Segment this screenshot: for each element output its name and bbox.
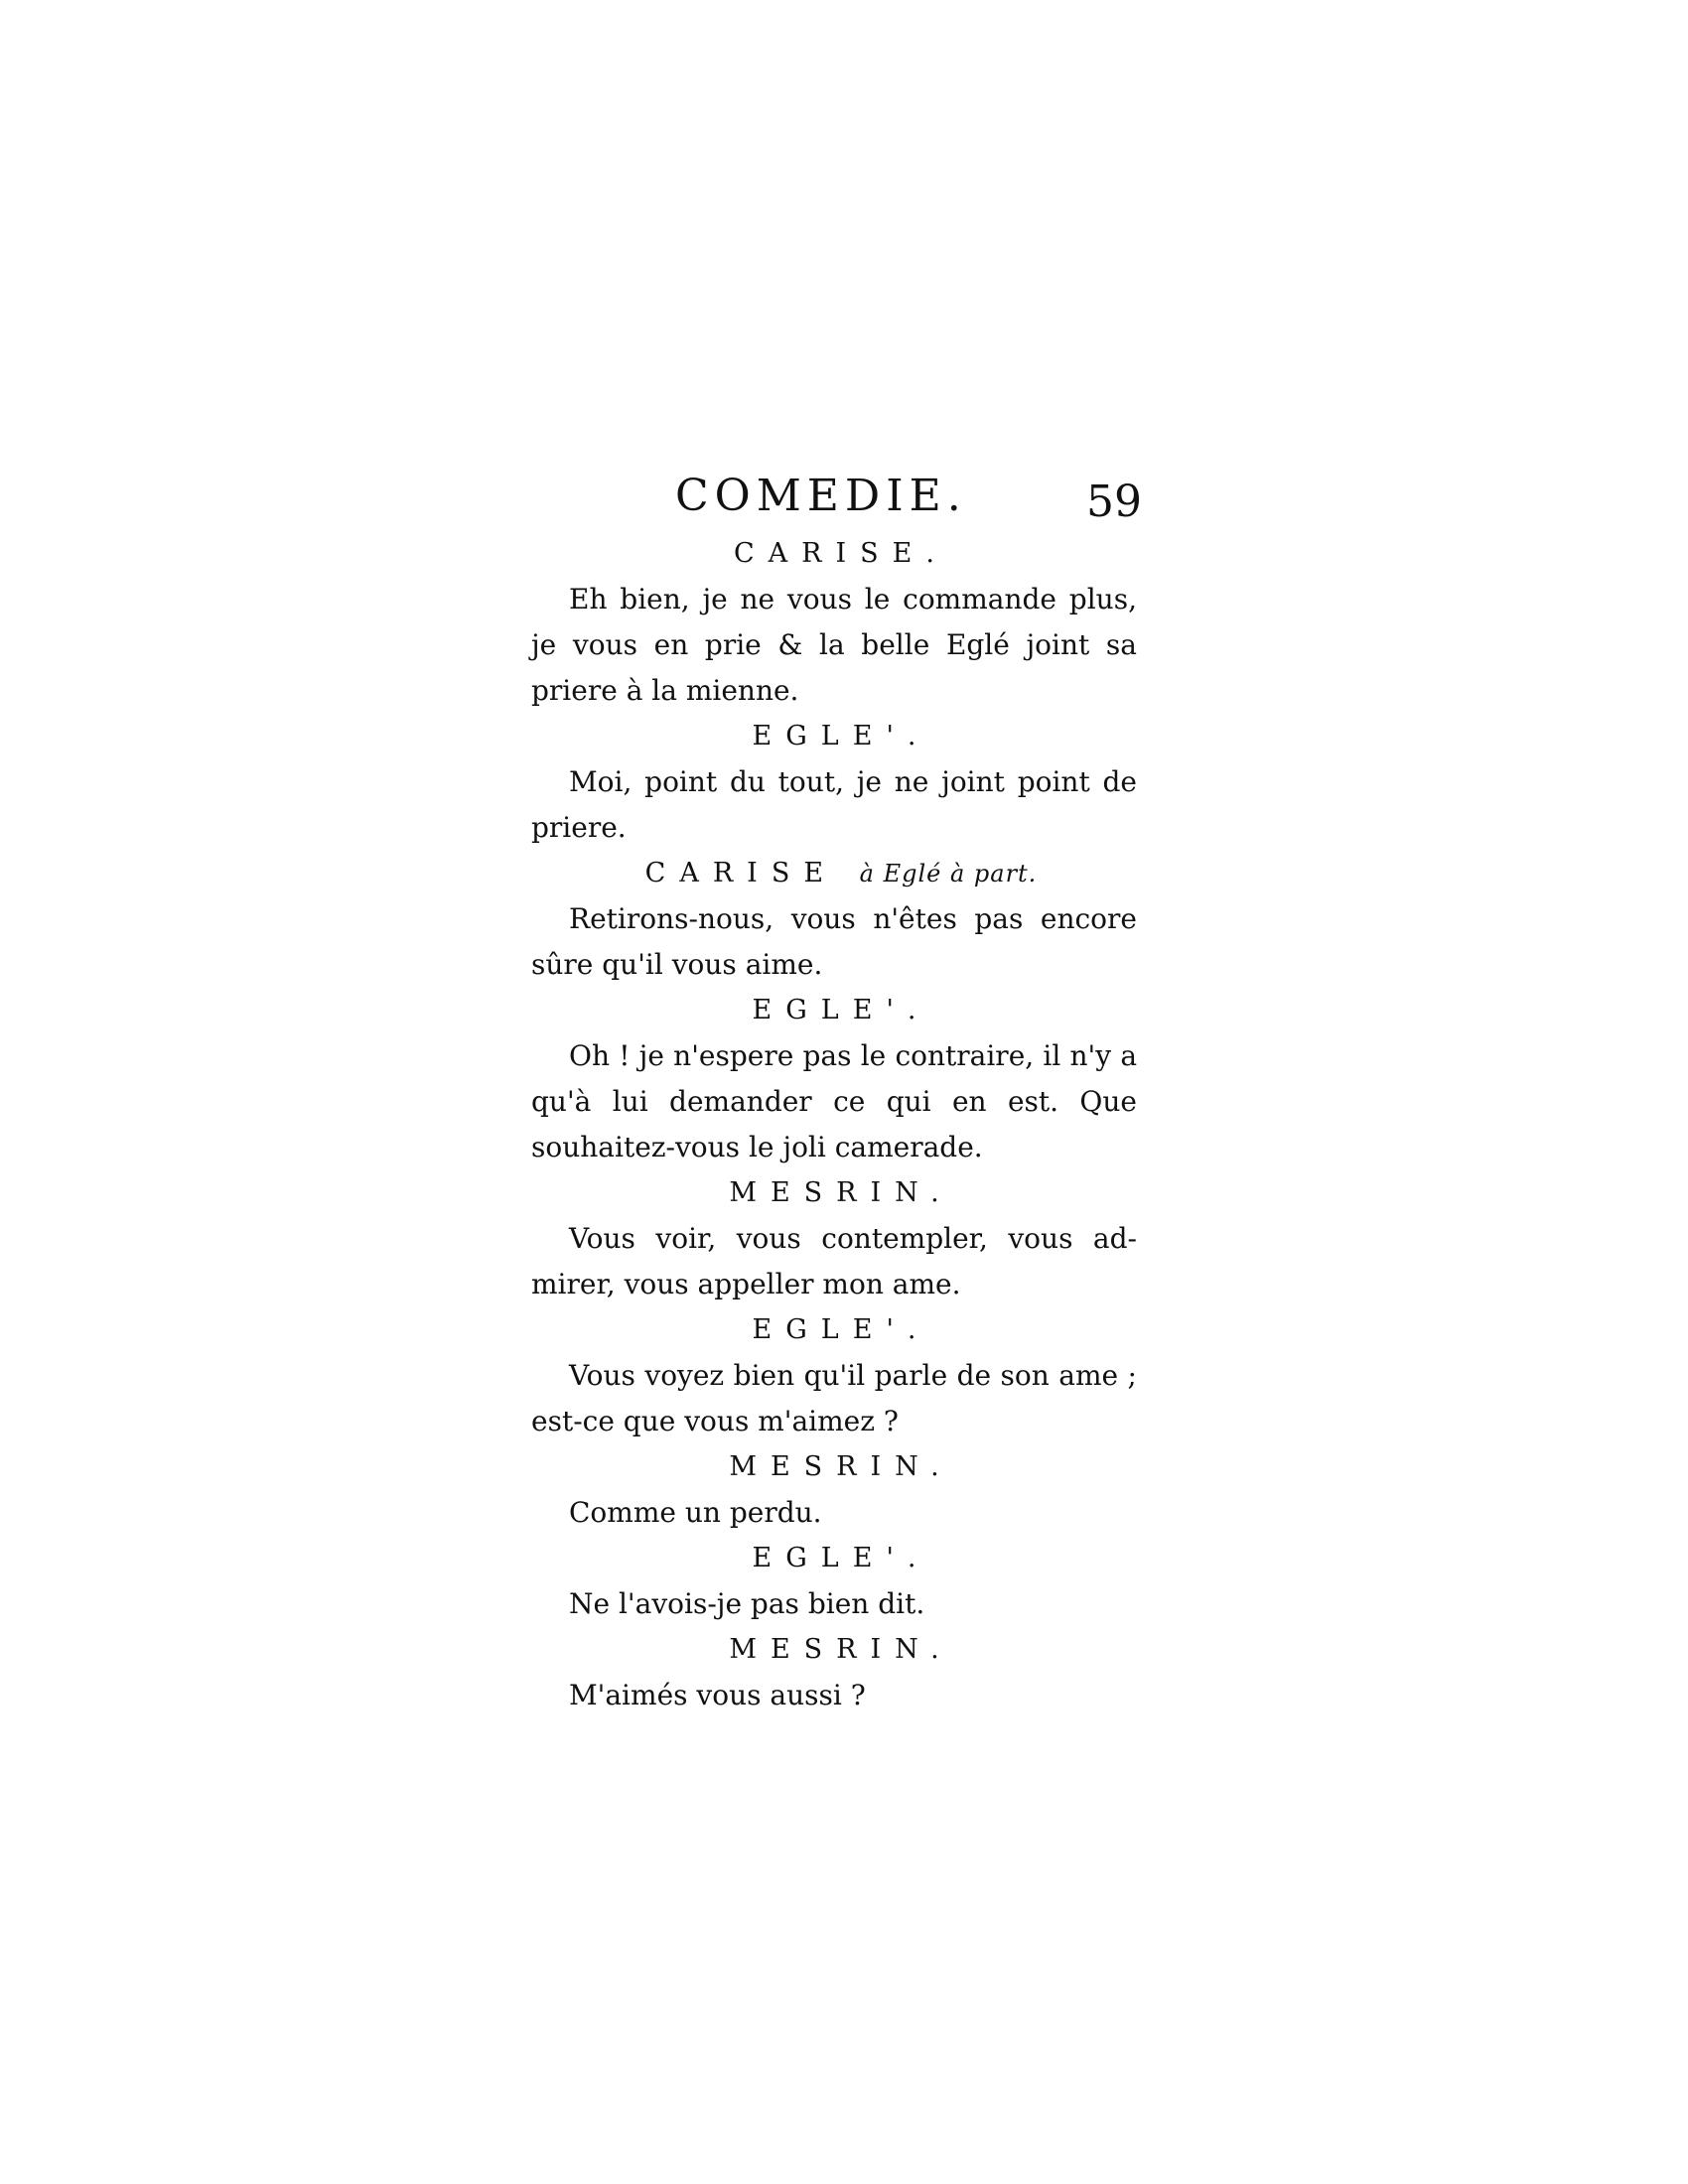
running-title: COMEDIE.: [675, 471, 967, 521]
page-header: [675, 467, 1142, 536]
speaker-heading: [531, 1444, 1137, 1490]
speaker-name: MESRIN.: [729, 1177, 953, 1208]
speech-paragraph: [531, 1673, 1137, 1718]
speech-paragraph: [531, 1490, 1137, 1536]
speech-line: souhaitez-vous le joli camerade.: [531, 1131, 983, 1163]
speech-paragraph: [531, 1581, 1137, 1627]
speech-line: Vous voyez bien qu'il parle de son: [569, 1359, 1050, 1392]
speaker-heading: [531, 1170, 1137, 1216]
speaker-heading: [531, 531, 1137, 577]
speaker-name: CARISE.: [734, 538, 948, 569]
speaker-name: EGLE'.: [752, 995, 930, 1025]
speech-line: a qu'à lui demander ce qui en est. Que: [531, 1039, 1138, 1118]
speaker-name: EGLE'.: [752, 721, 930, 751]
speech-paragraph: [531, 1033, 1137, 1170]
page-number: 59: [1086, 477, 1142, 527]
speech-line: M'aimés vous aussi ?: [569, 1679, 866, 1711]
speech-line: priere à la mienne.: [531, 674, 799, 707]
speaker-heading: [531, 1627, 1137, 1673]
speech-paragraph: [531, 896, 1137, 988]
speech-line: Comme un perdu.: [569, 1496, 822, 1529]
speech-paragraph: [531, 577, 1137, 714]
speech-line: Oh ! je n'espere pas le contraire, il n'y: [569, 1039, 1112, 1072]
speech-line: je vous en prie & la belle Eglé joint sa: [531, 628, 1137, 661]
speech-line: Vous voir, vous contempler, vous ad-: [569, 1222, 1137, 1255]
speaker-name: EGLE'.: [752, 1543, 930, 1573]
dialogue-text: [531, 531, 1137, 1718]
speech-paragraph: [531, 1216, 1137, 1307]
speaker-heading: [531, 851, 1137, 896]
speech-line: Retirons-nous, vous n'êtes pas encore: [569, 902, 1137, 935]
speech-line: Eh bien, je ne vous le commande plus,: [569, 583, 1137, 615]
stage-direction: à Eglé à part.: [859, 860, 1038, 887]
speech-line: ame ; est-ce que vous m'aimez ?: [531, 1359, 1137, 1437]
speaker-name: CARISE: [644, 858, 838, 888]
speaker-heading: [531, 988, 1137, 1033]
speech-paragraph: [531, 1353, 1137, 1444]
speech-line: mirer, vous appeller mon ame.: [531, 1268, 961, 1300]
speaker-heading: [531, 714, 1137, 759]
speaker-name: MESRIN.: [729, 1451, 953, 1482]
speaker-heading: [531, 1536, 1137, 1581]
speech-line: Moi, point du tout, je ne joint point: [569, 765, 1090, 798]
speaker-heading: [531, 1307, 1137, 1353]
speech-line: Ne l'avois-je pas bien dit.: [569, 1587, 925, 1620]
speech-paragraph: [531, 759, 1137, 851]
speech-line: de priere.: [531, 765, 1137, 844]
speaker-name: EGLE'.: [752, 1314, 930, 1345]
speech-line: sûre qu'il vous aime.: [531, 948, 823, 981]
speaker-name: MESRIN.: [729, 1634, 953, 1665]
